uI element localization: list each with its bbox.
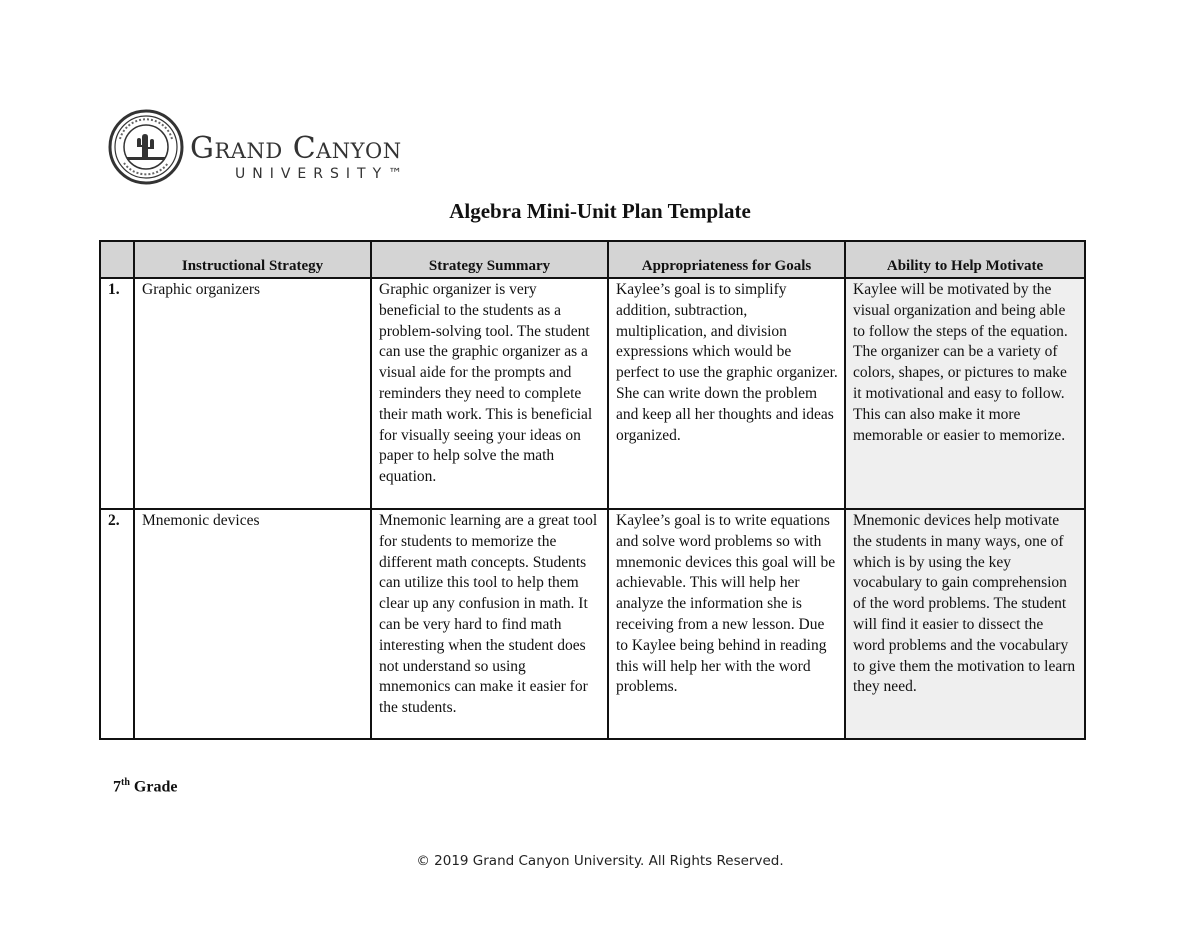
grade-number: 7 [113, 778, 121, 796]
logo-university-name: Grand Canyon [190, 131, 402, 166]
row-number: 1. [100, 278, 134, 509]
unit-plan-table [99, 240, 1086, 740]
grade-suffix: th [121, 777, 130, 788]
row-number: 2. [100, 509, 134, 739]
grade-label [113, 777, 177, 796]
header-ability-to-help-motivate: Ability to Help Motivate [845, 241, 1085, 278]
header-number [100, 241, 134, 278]
strategy-summary-cell: Mnemonic learning are a great tool for students to memorize the different math concepts. Students can utilize this tool to help them clear up any confusion in math. It can be very hard to find math interesting when the student does not understand so using mnemonics can make it easier for the students. [371, 509, 608, 739]
table-row [100, 509, 1085, 739]
motivation-cell: Mnemonic devices help motivate the students in many ways, one of which is by using the key vocabulary to gain comprehension of the word problems. The student will find it easier to dissect the word problems and the vocabulary to give them the motivation to learn they need. [845, 509, 1085, 739]
header-instructional-strategy: Instructional Strategy [134, 241, 371, 278]
motivation-cell: Kaylee will be motivated by the visual organization and being able to follow the steps of the equation. The organizer can be a variety of colors, shapes, or pictures to make it motivational and easy to follow. This can also make it more memorable or easier to memorize. [845, 278, 1085, 509]
copyright-footer: © 2019 Grand Canyon University. All Rights Reserved. [416, 853, 784, 869]
grade-word: Grade [133, 778, 178, 796]
header-strategy-summary: Strategy Summary [371, 241, 608, 278]
document-title: Algebra Mini-Unit Plan Template [449, 199, 751, 223]
university-seal-icon [108, 109, 184, 185]
logo-university-subtitle: UNIVERSITY™ [235, 166, 410, 182]
appropriateness-cell: Kaylee’s goal is to simplify addition, subtraction, multiplication, and division expressions which would be perfect to use the graphic organizer. She can write down the problem and keep all her thoughts and ideas organized. [608, 278, 845, 509]
table-header-row [100, 241, 1085, 278]
table-row [100, 278, 1085, 509]
strategy-summary-cell: Graphic organizer is very beneficial to the students as a problem-solving tool. The student can use the graphic organizer as a visual aide for the prompts and reminders they need to complete their math work. This is beneficial for visually seeing your ideas on paper to help solve the math equation. [371, 278, 608, 509]
university-logo [108, 109, 448, 187]
instructional-strategy-cell: Mnemonic devices [134, 509, 371, 739]
instructional-strategy-cell: Graphic organizers [134, 278, 371, 509]
appropriateness-cell: Kaylee’s goal is to write equations and solve word problems so with mnemonic devices this goal will be achievable. This will help her analyze the information she is receiving from a new lesson. Due to Kaylee being behind in reading this will help her with the word problems. [608, 509, 845, 739]
header-appropriateness-for-goals: Appropriateness for Goals [608, 241, 845, 278]
